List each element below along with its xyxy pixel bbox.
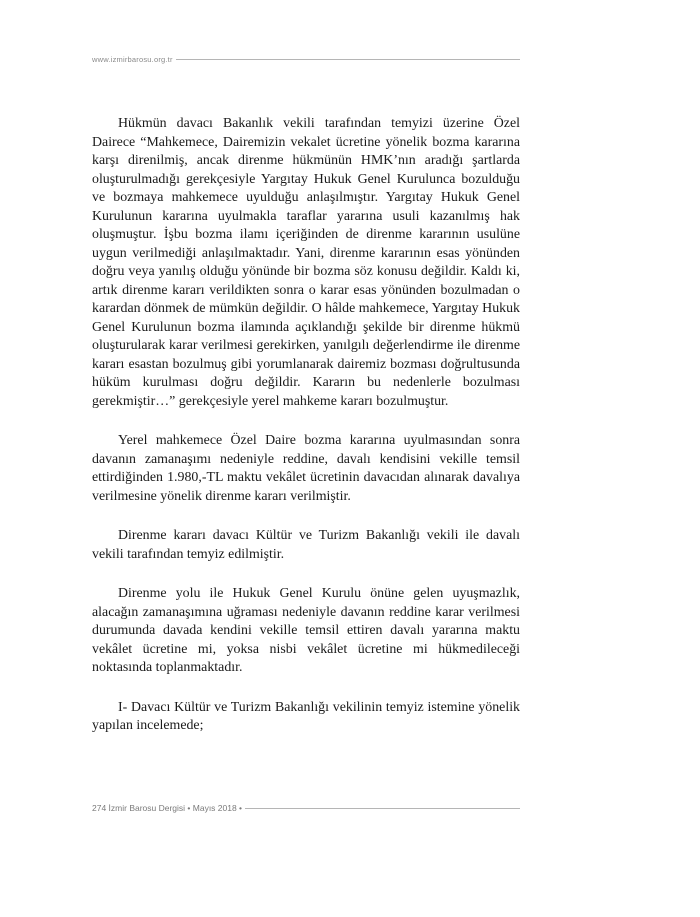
header-url: www.izmirbarosu.org.tr [92, 54, 173, 64]
page-footer [92, 801, 520, 815]
page-header [92, 52, 520, 66]
paragraph-3: Direnme kararı davacı Kültür ve Turizm Bakanlığı vekili ile davalı vekili tarafından temyiz edilmiştir. [92, 528, 520, 562]
paragraph-5: I- Davacı Kültür ve Turizm Bakanlığı vekilinin temyiz istemine yönelik yapılan incelemede; [92, 699, 520, 733]
footer-divider [245, 808, 520, 809]
paragraph-4: Direnme yolu ile Hukuk Genel Kurulu önüne gelen uyuşmazlık, alacağın zamanaşımına uğraması nedeniyle davanın reddine karar verilmesi durumunda davada kendini vekille temsil ettiren davalı yararına maktu vekâlet ücretine mi, yoksa nisbi vekâlet ücretine mi hükmedileceği noktasında toplanmaktadır. [92, 586, 520, 675]
paragraph-1: Hükmün davacı Bakanlık vekili tarafından temyizi üzerine Özel Dairece “Mahkemece, Dairemizin vekalet ücretine yönelik bozma kararına karşı direnilmiş, ancak direnme hükmünün HMK’nın aradığı şartlarda oluşturulmadığı gerekçesiyle Yargıtay Hukuk Genel Kurulunca bozulduğu ve bozmaya mahkemece uyulduğu anlaşılmıştır. Yargıtay Hukuk Genel Kurulunun kararına uyulmakla taraflar yararına usuli kazanılmış hak oluşmuştur. İşbu bozma ilamı içeriğinden de direnme kararının usulüne uygun verilmediği anlaşılmaktadır. Yani, direnme kararının esas yönünden doğru veya yanılış olduğu yönünde bir bozma söz konusu değildir. Kaldı ki, artık direnme kararı verildikten sonra o karar esas yönünden bozulmadan o karardan dönmek de mümkün değildir. O hâlde mahkemece, Yargıtay Hukuk Genel Kurulunun bozma ilamında açıklandığı şekilde bir direnme hükmü oluşturularak karar verilmesi gerekirken, yanılgılı değerlendirme ile direnme kararı esastan bozulmuş gibi yorumlanarak dairemiz bozması doğrultusunda hüküm kurulması doğru değildir. Kararın bu nedenlerle bozulması gerekmiştir…” gerekçesiyle yerel mahkeme kararı bozulmuştur. [92, 116, 520, 409]
paragraph-2: Yerel mahkemece Özel Daire bozma kararına uyulmasından sonra davanın zamanaşımı nedeniyle reddine, davalı kendisini vekille temsil ettirdiğinden 1.980,-TL maktu vekâlet ücretinin davacıdan alınarak davalıya verilmesine yönelik direnme kararı verilmiştir. [92, 433, 520, 504]
body-text [92, 115, 520, 757]
footer-text: 274 İzmir Barosu Dergisi • Mayıs 2018 • [92, 803, 243, 813]
header-divider [176, 59, 520, 60]
